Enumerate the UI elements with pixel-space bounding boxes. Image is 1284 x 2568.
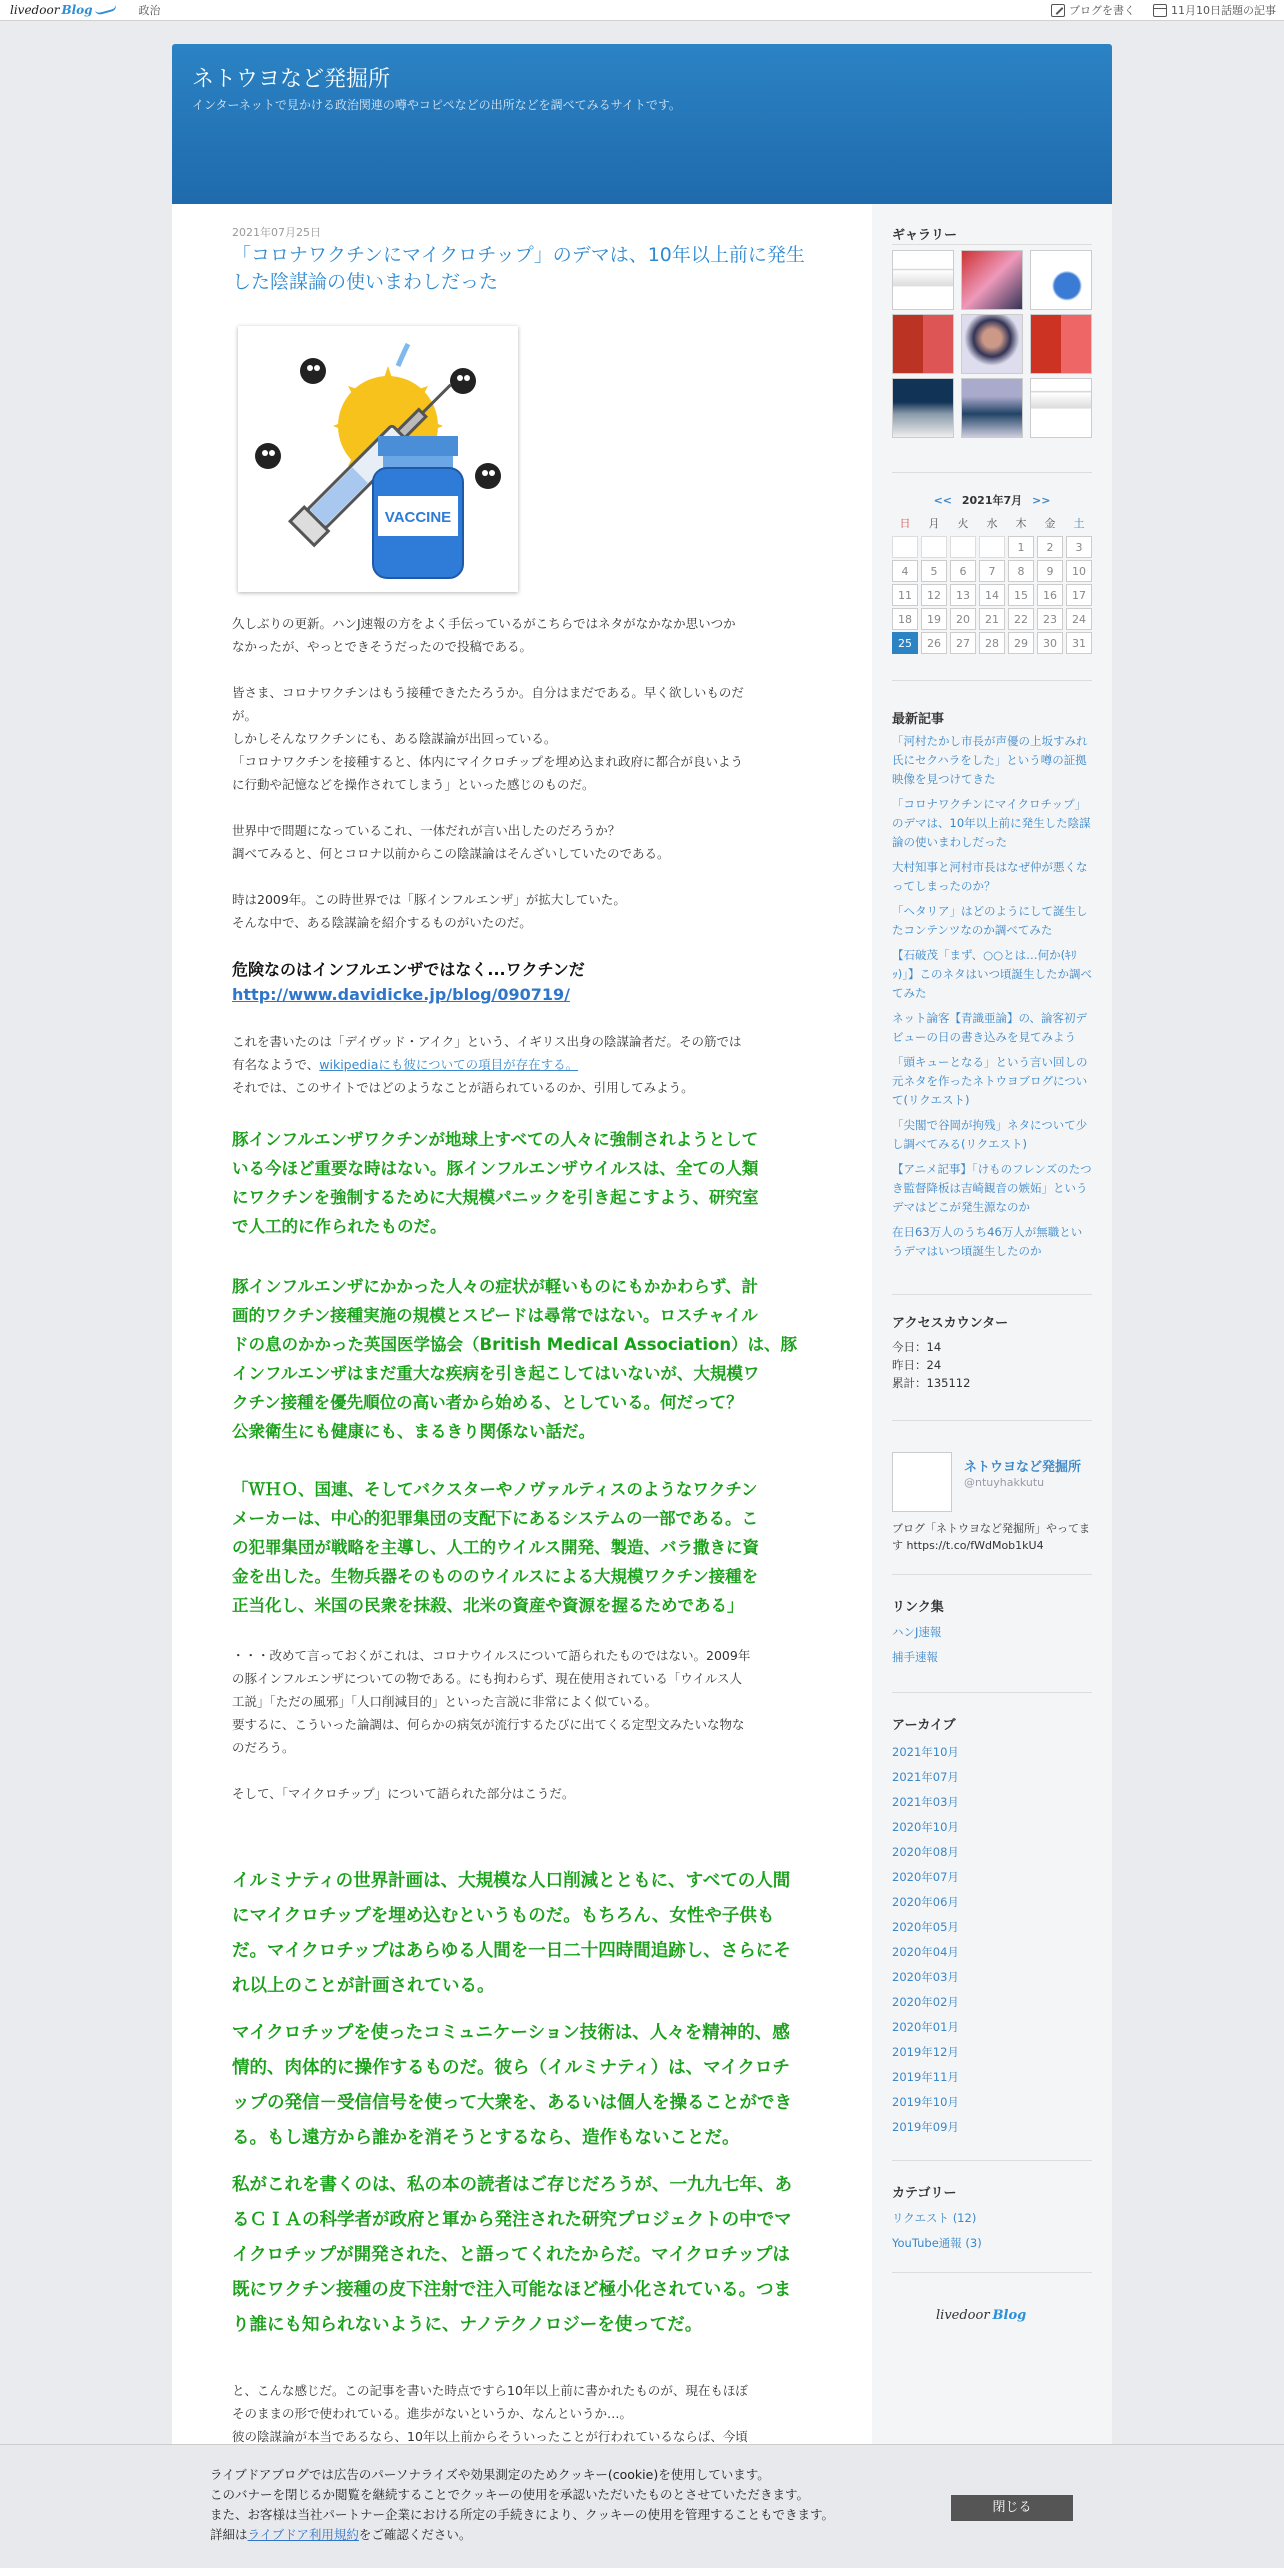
calendar-day-name: 日 bbox=[899, 517, 911, 530]
quote-block-1 bbox=[232, 1125, 812, 1241]
counter-today: 今日：14 bbox=[892, 1340, 942, 1354]
text-line: に行動や記憶などを操作されてしまう」といった感じのものだ。 bbox=[232, 777, 595, 792]
archive-link[interactable]: 2019年09月 bbox=[892, 2120, 959, 2134]
top-bar bbox=[0, 0, 1284, 21]
calendar-date[interactable]: 10 bbox=[1066, 560, 1092, 582]
quote-line: る。もし遠方から誰かを消そうとするなら、造作もないことだ。 bbox=[232, 2128, 740, 2148]
calendar-prev[interactable]: << bbox=[933, 494, 953, 507]
footer-logo-blog: Blog bbox=[992, 2308, 1027, 2323]
archive-link[interactable]: 2020年04月 bbox=[892, 1945, 959, 1959]
calendar-date[interactable]: 12 bbox=[921, 584, 947, 606]
divider bbox=[892, 1692, 1092, 1693]
counter-heading: アクセスカウンター bbox=[892, 1316, 1009, 1331]
terms-link[interactable]: ライブドア利用規約 bbox=[247, 2527, 359, 2542]
text-line bbox=[232, 1053, 812, 1076]
calendar-date[interactable]: 27 bbox=[950, 632, 976, 654]
text-line: それでは、このサイトではどのようなことが語られているのか、引用してみよう。 bbox=[232, 1080, 694, 1095]
calendar-day-name: 水 bbox=[986, 517, 998, 530]
calendar-empty-cell bbox=[892, 536, 918, 558]
gallery-grid bbox=[892, 250, 1092, 438]
gallery-thumb[interactable] bbox=[1030, 250, 1092, 310]
quote-line: り誰にも知られないように、ナノテクノロジーを使ってだ。 bbox=[232, 2315, 703, 2335]
recent-article-link[interactable]: 「河村たかし市長が声優の上坂すみれ氏にセクハラをした」という噂の証拠映像を見つけてきた bbox=[892, 734, 1088, 786]
quote-line: 正当化し、米国の民衆を抹殺、北米の資産や資源を握るためである」 bbox=[232, 1596, 744, 1615]
text-line: 調べてみると、何とコロナ以前からこの陰謀論はそんざいしていたのである。 bbox=[232, 846, 670, 861]
gallery-thumb[interactable] bbox=[1030, 314, 1092, 374]
link-item[interactable]: 捕手速報 bbox=[892, 1650, 938, 1664]
recent-article-link[interactable]: 「尖閣で谷岡が拘残」ネタについて少し調べてみる(リクエスト) bbox=[892, 1118, 1088, 1151]
paragraph-author bbox=[232, 1030, 812, 1099]
paragraph-2009 bbox=[232, 888, 812, 934]
gallery-thumb[interactable] bbox=[892, 250, 954, 310]
quote-line: 公衆衛生にも健康にも、まるきり関係ない話だ。 bbox=[232, 1422, 595, 1441]
paragraph-intro bbox=[232, 612, 812, 658]
quote-line: イクロチップが開発された、と語ってくれたからだ。マイクロチップは bbox=[232, 2245, 790, 2265]
cookie-close-button[interactable]: 閉じる bbox=[951, 2495, 1073, 2521]
quote-line: イルミナティの世界計画は、大規模な人口削減とともに、すべての人間 bbox=[232, 1871, 791, 1891]
archive-link[interactable]: 2021年03月 bbox=[892, 1795, 959, 1809]
footer-logo-text: livedoor bbox=[936, 2308, 990, 2323]
calendar-date[interactable]: 19 bbox=[921, 608, 947, 630]
calendar-date[interactable]: 15 bbox=[1008, 584, 1034, 606]
cookie-fragment: をご確認ください。 bbox=[358, 2527, 472, 2542]
archive-link[interactable]: 2020年10月 bbox=[892, 1820, 959, 1834]
quote-line: 豚インフルエンザワクチンが地球上すべての人々に強制されようとして bbox=[232, 1130, 759, 1149]
category-heading: カテゴリー bbox=[892, 2186, 957, 2201]
archive-link[interactable]: 2020年01月 bbox=[892, 2020, 959, 2034]
text-line: の豚インフルエンザについての物である。にも拘わらず、現在使用されている「ウイルス人 bbox=[232, 1671, 743, 1686]
divider bbox=[892, 1294, 1092, 1295]
divider bbox=[892, 680, 1092, 681]
quote-line: 私がこれを書くのは、私の本の読者はご存じだろうが、一九九七年、あ bbox=[232, 2175, 792, 2195]
gallery-thumb[interactable] bbox=[961, 314, 1023, 374]
text-line: 工説」「ただの風邪」「人口削減目的」といった言説に非常によく似ている。 bbox=[232, 1694, 658, 1709]
archive-link[interactable]: 2020年08月 bbox=[892, 1845, 959, 1859]
cookie-line bbox=[210, 2525, 834, 2545]
calendar-date[interactable]: 14 bbox=[979, 584, 1005, 606]
calendar-date[interactable]: 22 bbox=[1008, 608, 1034, 630]
calendar-date[interactable]: 23 bbox=[1037, 608, 1063, 630]
calendar-date[interactable]: 11 bbox=[892, 584, 918, 606]
gallery-heading: ギャラリー bbox=[892, 228, 958, 243]
category-link[interactable]: YouTube通報 (3) bbox=[892, 2236, 982, 2250]
text-line: なかったが、やっとできそうだったので投稿である。 bbox=[232, 639, 533, 654]
pen-icon bbox=[1051, 4, 1065, 17]
cookie-line: ライブドアブログでは広告のパーソナライズや効果測定のためクッキー(cookie)を使用しています。 bbox=[210, 2467, 770, 2482]
quote-line: にワクチンを強制するために大規模パニックを引き起こすよう、研究室 bbox=[232, 1188, 759, 1207]
calendar-month: 2021年7月 bbox=[961, 494, 1023, 507]
calendar-date[interactable]: 1 bbox=[1008, 536, 1034, 558]
cookie-fragment: 詳細は bbox=[210, 2527, 248, 2542]
quote-line: いる今ほど重要な時はない。豚インフルエンザウイルスは、全ての人類 bbox=[232, 1159, 759, 1178]
calendar-date[interactable]: 9 bbox=[1037, 560, 1063, 582]
text-line: 久しぶりの更新。ハンJ速報の方をよく手伝っているがこちらではネタがなかなか思いつか bbox=[232, 616, 736, 631]
profile-avatar[interactable] bbox=[892, 1452, 952, 1512]
calendar-date[interactable]: 6 bbox=[950, 560, 976, 582]
calendar-date[interactable]: 3 bbox=[1066, 536, 1092, 558]
divider bbox=[892, 1420, 1092, 1421]
calendar-date[interactable]: 7 bbox=[979, 560, 1005, 582]
logo-swoosh-icon bbox=[94, 4, 117, 15]
vaccine-illustration[interactable] bbox=[238, 326, 518, 592]
quote-line: で人工的に作られたものだ。 bbox=[232, 1217, 447, 1236]
text-line: そのままの形で使われている。進歩がないというか、なんというか…。 bbox=[232, 2406, 633, 2421]
archive-list bbox=[892, 1740, 1092, 2140]
quote-line: メーカーは、中心的犯罪集団の支配下にあるシステムの一部である。こ bbox=[232, 1509, 759, 1528]
counter-total: 累計：135112 bbox=[892, 1376, 971, 1390]
calendar-empty-cell bbox=[921, 536, 947, 558]
text-line: 時は2009年。この時世界では「豚インフルエンザ」が拡大していた。 bbox=[232, 892, 626, 907]
calendar-date[interactable]: 2 bbox=[1037, 536, 1063, 558]
text-line: ・・・改めて言っておくがこれは、コロナウイルスについて語られたものではない。2009年 bbox=[232, 1648, 751, 1663]
sidebar bbox=[872, 204, 1112, 2568]
divider bbox=[892, 1574, 1092, 1575]
calendar-date[interactable]: 8 bbox=[1008, 560, 1034, 582]
quote-line: 「ＷＨＯ、国連、そしてバクスターやノヴァルティスのようなワクチン bbox=[232, 1480, 758, 1499]
paragraph-comment bbox=[232, 1644, 812, 1759]
archive-link[interactable]: 2020年07月 bbox=[892, 1870, 959, 1884]
calendar-date[interactable]: 28 bbox=[979, 632, 1005, 654]
calendar-day-name: 木 bbox=[1015, 517, 1027, 530]
quote-source-link[interactable]: http://www.davidicke.jp/blog/090719/ bbox=[232, 985, 570, 1004]
recent-article-link[interactable]: 大村知事と河村市長はなぜ仲が悪くなってしまったのか？ bbox=[892, 860, 1088, 893]
category-link[interactable]: リクエスト (12) bbox=[892, 2211, 977, 2225]
calendar-date[interactable]: 4 bbox=[892, 560, 918, 582]
gallery-thumb[interactable] bbox=[892, 378, 954, 438]
quote-block-6 bbox=[232, 2168, 812, 2343]
gallery-thumb[interactable] bbox=[892, 314, 954, 374]
recent-article-link[interactable]: 「頭キューとなる」という言い回しの元ネタを作ったネトウヨブログについて(リクエスト) bbox=[892, 1055, 1088, 1107]
paragraph-question bbox=[232, 819, 812, 865]
calendar-date[interactable]: 25 bbox=[892, 632, 918, 654]
trending-link[interactable] bbox=[1153, 2, 1276, 18]
text-line: が。 bbox=[232, 708, 258, 723]
logo-text: livedoor bbox=[10, 3, 60, 17]
archive-link[interactable]: 2019年11月 bbox=[892, 2070, 959, 2084]
calendar bbox=[892, 492, 1092, 654]
archive-link[interactable]: 2019年12月 bbox=[892, 2045, 959, 2059]
archive-link[interactable]: 2020年03月 bbox=[892, 1970, 959, 1984]
text-line: と、こんな感じだ。この記事を書いた時点ですら10年以上前に書かれたものが、現在もほぼ bbox=[232, 2383, 748, 2398]
gallery-thumb[interactable] bbox=[961, 378, 1023, 438]
divider bbox=[892, 472, 1092, 473]
vaccine-svg bbox=[238, 326, 518, 592]
calendar-date[interactable]: 17 bbox=[1066, 584, 1092, 606]
calendar-date[interactable]: 24 bbox=[1066, 608, 1092, 630]
calendar-header bbox=[892, 492, 1092, 508]
quote-block-2 bbox=[232, 1272, 812, 1446]
livedoor-blog-logo[interactable] bbox=[10, 3, 117, 17]
calendar-date[interactable]: 21 bbox=[979, 608, 1005, 630]
calendar-next[interactable]: >> bbox=[1031, 494, 1051, 507]
text-line: そんな中で、ある陰謀論を紹介するものがいたのだ。 bbox=[232, 915, 532, 930]
text-line: 皆さま、コロナワクチンはもう接種できたたろうか。自分はまだである。早く欲しいものだ bbox=[232, 685, 744, 700]
recent-article-link[interactable]: 「ヘタリア」はどのようにして誕生したコンテンツなのか調べてみた bbox=[892, 904, 1088, 937]
calendar-empty-cell bbox=[979, 536, 1005, 558]
calendar-grid bbox=[892, 514, 1092, 654]
text-line: 「コロナワクチンを接種すると、体内にマイクロチップを埋め込まれ政府に都合が良いよう bbox=[232, 754, 744, 769]
gallery-thumb[interactable] bbox=[1030, 378, 1092, 438]
calendar-date[interactable]: 29 bbox=[1008, 632, 1034, 654]
quote-line: 豚インフルエンザにかかった人々の症状が軽いものにもかかわらず、計 bbox=[232, 1277, 759, 1296]
blog-tagline: インターネットで見かける政治関連の噂やコピペなどの出所などを調べてみるサイトです。 bbox=[192, 98, 681, 112]
paragraph-conclusion bbox=[232, 2379, 812, 2448]
category-list bbox=[892, 2206, 1092, 2256]
archive-link[interactable]: 2021年07月 bbox=[892, 1770, 959, 1784]
quote-line: クチン接種を優先順位の高い者から始める、としている。何だって？ bbox=[232, 1393, 743, 1412]
quote-line: だ。マイクロチップはあらゆる人間を一日二十四時間追跡し、さらにそ bbox=[232, 1941, 791, 1961]
archive-link[interactable]: 2020年05月 bbox=[892, 1920, 959, 1934]
profile-handle[interactable]: @ntuyhakkutu bbox=[964, 1476, 1045, 1489]
calendar-date[interactable]: 30 bbox=[1037, 632, 1063, 654]
footer-livedoor-logo[interactable] bbox=[936, 2308, 1026, 2323]
quote-heading: 危険なのはインフルエンザではなく...ワクチンだ bbox=[232, 960, 585, 979]
trending-label: 11月10日話題の記事 bbox=[1171, 4, 1276, 17]
calendar-date[interactable]: 13 bbox=[950, 584, 976, 606]
quote-line: マイクロチップを使ったコミュニケーション技術は、人々を精神的、感 bbox=[232, 2023, 790, 2043]
article-date: 2021年07月25日 bbox=[232, 226, 321, 239]
calendar-day-name: 火 bbox=[957, 517, 969, 530]
quote-line: れ以上のことが計画されている。 bbox=[232, 1976, 495, 1996]
profile-description: ブログ「ネトウヨなど発掘所」やってます https://t.co/fWdMob1kU4 bbox=[892, 1522, 1090, 1552]
calendar-day-name: 月 bbox=[928, 517, 940, 530]
quote-line: るＣＩＡの科学者が政府と軍から発注された研究プロジェクトの中でマ bbox=[232, 2210, 792, 2230]
gallery-thumb[interactable] bbox=[961, 250, 1023, 310]
calendar-date[interactable]: 5 bbox=[921, 560, 947, 582]
divider bbox=[892, 2160, 1092, 2161]
divider bbox=[892, 244, 1092, 245]
calendar-date[interactable]: 31 bbox=[1066, 632, 1092, 654]
quote-block-3 bbox=[232, 1475, 812, 1620]
quote-line: の犯罪集団が戦略を主導し、人工的ウイルス開発、製造、バラ撒きに資 bbox=[232, 1538, 760, 1557]
recent-article-link[interactable]: 在日63万人のうち46万人が無職というデマはいつ頃誕生したのか bbox=[892, 1225, 1083, 1258]
link-item[interactable]: ハンJ速報 bbox=[892, 1625, 942, 1639]
calendar-empty-cell bbox=[950, 536, 976, 558]
links-heading: リンク集 bbox=[892, 1600, 944, 1615]
quote-line: にマイクロチップを埋め込むというものだ。もちろん、女性や子供も bbox=[232, 1906, 775, 1926]
cookie-line: また、お客様は当社パートナー企業における所定の手続きにより、クッキーの使用を管理することもできます。 bbox=[210, 2507, 835, 2522]
calendar-date[interactable]: 18 bbox=[892, 608, 918, 630]
category-link[interactable]: 政治 bbox=[138, 4, 161, 17]
text-line: のだろう。 bbox=[232, 1740, 295, 1755]
archive-link[interactable]: 2021年10月 bbox=[892, 1745, 959, 1759]
cookie-text bbox=[210, 2465, 834, 2545]
divider bbox=[892, 2272, 1092, 2273]
calendar-day-name: 土 bbox=[1073, 517, 1085, 530]
recent-articles bbox=[892, 732, 1092, 1267]
text-line: 世界中で問題になっているこれ、一体だれが言い出したのだろうか？ bbox=[232, 823, 621, 838]
cookie-line: このバナーを閉じるか閲覧を継続することでクッキーの使用を承認いただいたものとさせていただきます。 bbox=[210, 2487, 810, 2502]
access-counter bbox=[892, 1338, 970, 1392]
text-line: これを書いたのは「デイヴッド・アイク」という、イギリス出身の陰謀論者だ。その筋では bbox=[232, 1034, 742, 1049]
counter-yesterday: 昨日：24 bbox=[892, 1358, 942, 1372]
cookie-banner bbox=[0, 2444, 1284, 2568]
profile-name[interactable]: ネトウヨなど発掘所 bbox=[964, 1460, 1082, 1475]
quote-line: ドの息のかかった英国医学協会（British Medical Association）は、豚 bbox=[232, 1335, 798, 1354]
quote-line: 画的ワクチン接種実施の規模とスピードは尋常ではない。ロスチャイル bbox=[232, 1306, 758, 1325]
write-blog-link[interactable] bbox=[1051, 2, 1135, 18]
blog-title[interactable]: ネトウヨなど発掘所 bbox=[192, 67, 391, 92]
recent-heading: 最新記事 bbox=[892, 712, 945, 727]
quote-line: ップの発信－受信信号を使って大衆を、あるいは個人を操ることができ bbox=[232, 2093, 792, 2113]
paragraph-microchip-intro bbox=[232, 1782, 812, 1805]
vaccine-label: VACCINE bbox=[384, 509, 452, 526]
text-line: しかしそんなワクチンにも、ある陰謀論が出回っている。 bbox=[232, 731, 557, 746]
archive-link[interactable]: 2019年10月 bbox=[892, 2095, 959, 2109]
quote-line: インフルエンザはまだ重大な疾病を引き起こしてはいないが、大規模ワ bbox=[232, 1364, 760, 1383]
wikipedia-link[interactable]: wikipediaにも彼についての項目が存在する。 bbox=[319, 1057, 579, 1072]
quote-line: 情的、肉体的に操作するものだ。彼ら（イルミナティ）は、マイクロチ bbox=[232, 2058, 790, 2078]
quote-block-5 bbox=[232, 2016, 812, 2156]
text-line: そして、「マイクロチップ」について語られた部分はこうだ。 bbox=[232, 1786, 575, 1801]
archive-link[interactable]: 2020年06月 bbox=[892, 1895, 959, 1909]
recent-article-link[interactable]: 「コロナワクチンにマイクロチップ」のデマは、10年以上前に発生した陰謀論の使いまわしだった bbox=[892, 797, 1091, 849]
calendar-date[interactable]: 16 bbox=[1037, 584, 1063, 606]
recent-article-link[interactable]: 【石破茂「まず、○○とは…何か(ｷﾘｯ)」】このネタはいつ頃誕生したか調べてみた bbox=[892, 948, 1092, 1000]
logo-blog: Blog bbox=[61, 3, 93, 17]
calendar-date[interactable]: 26 bbox=[921, 632, 947, 654]
quote-line: 既にワクチン接種の皮下注射で注入可能なほど極小化されている。つま bbox=[232, 2280, 792, 2300]
recent-article-link[interactable]: ネット論客【青識亜論】の、論客初デビューの日の書き込みを見てみよう bbox=[892, 1011, 1088, 1044]
calendar-icon bbox=[1153, 4, 1167, 17]
blog-header bbox=[172, 44, 1112, 204]
text-line: 要するに、こういった論調は、何らかの病気が流行するたびに出てくる定型文みたいな物な bbox=[232, 1717, 745, 1732]
calendar-day-name: 金 bbox=[1044, 517, 1056, 530]
article-title[interactable]: 「コロナワクチンにマイクロチップ」のデマは、10年以上前に発生した陰謀論の使いまわしだった bbox=[232, 244, 805, 293]
archive-heading: アーカイブ bbox=[892, 1718, 956, 1733]
text-line: 彼の陰謀論が本当であるなら、10年以上前からそういったことが行われているならば、今頃 bbox=[232, 2429, 748, 2444]
write-blog-label: ブログを書く bbox=[1069, 4, 1135, 17]
recent-article-link[interactable]: 【アニメ記事】「けものフレンズのたつき監督降板は吉崎観音の嫉妬」というデマはどこが発生源なのか bbox=[892, 1162, 1092, 1214]
links-list bbox=[892, 1620, 1092, 1670]
text-fragment: 有名なようで、 bbox=[232, 1057, 320, 1072]
calendar-date[interactable]: 20 bbox=[950, 608, 976, 630]
main-column bbox=[172, 204, 872, 2568]
archive-link[interactable]: 2020年02月 bbox=[892, 1995, 959, 2009]
quote-line: 金を出した。生物兵器そのもののウイルスによる大規模ワクチン接種を bbox=[232, 1567, 759, 1586]
paragraph-vaccine bbox=[232, 681, 812, 796]
quote-block-4 bbox=[232, 1864, 812, 2004]
